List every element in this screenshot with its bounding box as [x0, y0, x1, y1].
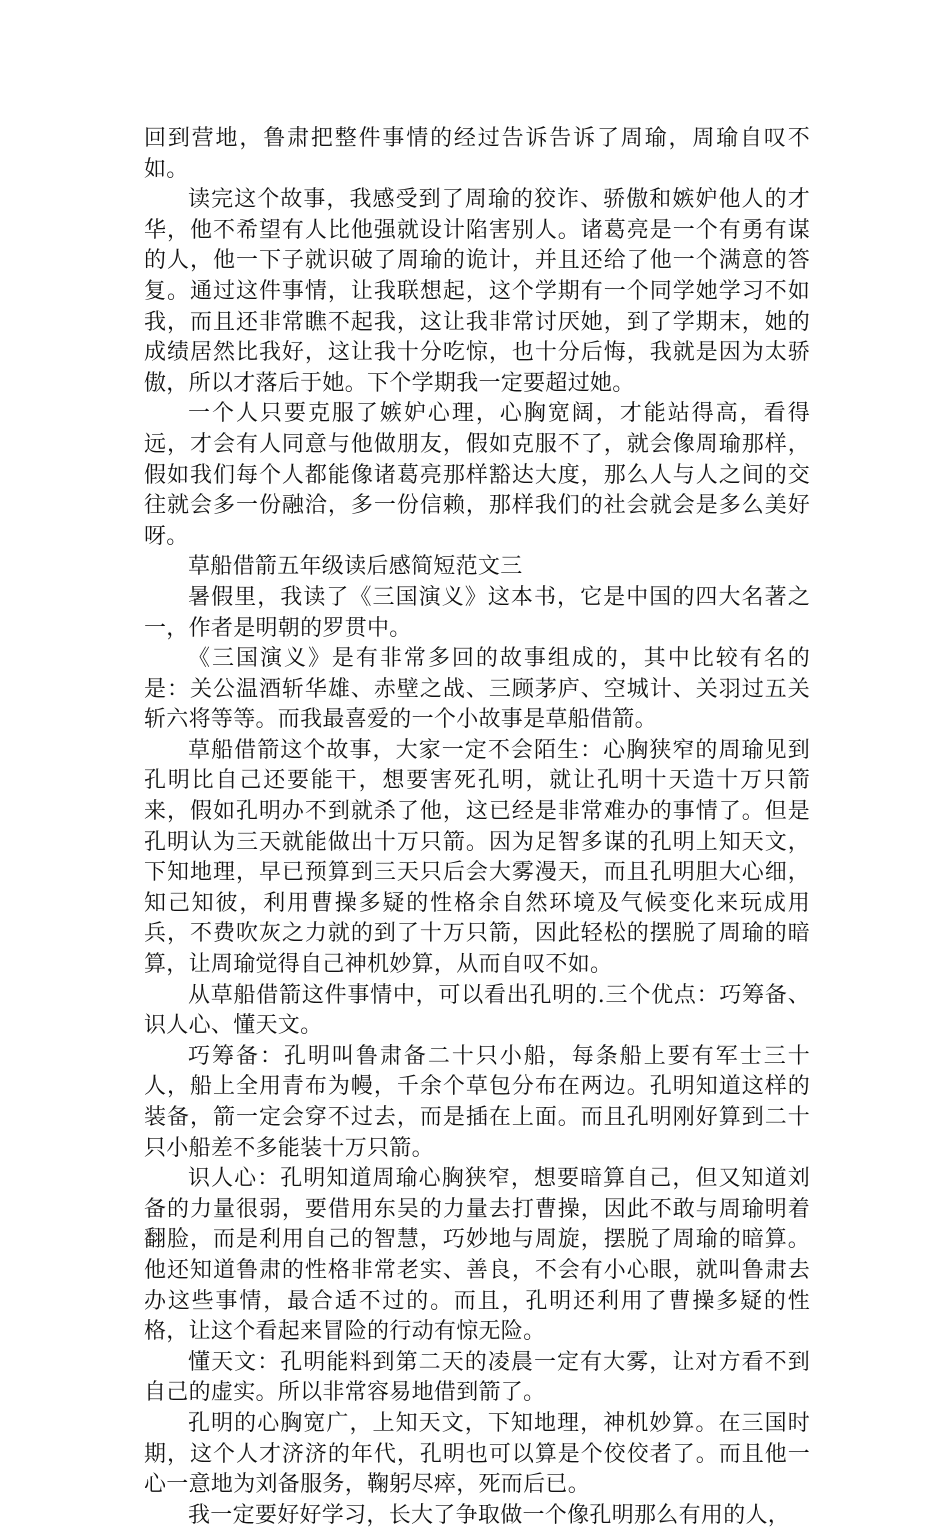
paragraph-5: 《三国演义》是有非常多回的故事组成的，其中比较有名的是：关公温酒斩华雄、赤壁之战、三顾茅庐、空城计、关羽过五关斩六将等等。而我最喜爱的一个小故事是草船借箭。	[144, 646, 810, 733]
paragraph-4: 暑假里，我读了《三国演义》这本书，它是中国的四大名著之一，作者是明朝的罗贯中。	[144, 584, 810, 641]
paragraph-7: 从草船借箭这件事情中，可以看出孔明的.三个优点：巧筹备、识人心、懂天文。	[144, 982, 810, 1039]
paragraph-2: 读完这个故事，我感受到了周瑜的狡诈、骄傲和嫉妒他人的才华，他不希望有人比他强就设计陷害别人。诸葛亮是一个有勇有谋的人，他一下子就识破了周瑜的诡计，并且还给了他一个满意的答复。通过这件事情，让我联想起，这个学期有一个同学她学习不如我，而且还非常瞧不起我，这让我非常讨厌她，到了学期末，她的成绩居然比我好，这让我十分吃惊，也十分后悔，我就是因为太骄傲，所以才落后于她。下个学期我一定要超过她。	[144, 187, 810, 396]
paragraph-6: 草船借箭这个故事，大家一定不会陌生：心胸狭窄的周瑜见到孔明比自己还要能干，想要害死孔明，就让孔明十天造十万只箭来，假如孔明办不到就杀了他，这已经是非常难办的事情了。但是孔明认为三天就能做出十万只箭。因为足智多谋的孔明上知天文，下知地理，早已预算到三天只后会大雾漫天，而且孔明胆大心细，知己知彼，利用曹操多疑的性格余自然环境及气候变化来玩成用兵，不费吹灰之力就的到了十万只箭，因此轻松的摆脱了周瑜的暗算，让周瑜觉得自己神机妙算，从而自叹不如。	[144, 737, 810, 978]
paragraph-1: 回到营地，鲁肃把整件事情的经过告诉告诉了周瑜，周瑜自叹不如。	[144, 126, 810, 182]
document-body	[144, 124, 810, 1531]
section-heading: 草船借箭五年级读后感简短范文三	[188, 554, 523, 580]
paragraph-3: 一个人只要克服了嫉妒心理，心胸宽阔，才能站得高，看得远，才会有人同意与他做朋友，假如克服不了，就会像周瑜那样，假如我们每个人都能像诸葛亮那样豁达大度，那么人与人之间的交往就会多一份融洽，多一份信赖，那样我们的社会就会是多么美好呀。	[144, 401, 810, 549]
paragraph-10: 懂天文：孔明能料到第二天的凌晨一定有大雾，让对方看不到自己的虚实。所以非常容易地借到箭了。	[144, 1349, 810, 1406]
paragraph-8: 巧筹备：孔明叫鲁肃备二十只小船，每条船上要有军士三十人，船上全用青布为幔，千余个草包分布在两边。孔明知道这样的装备，箭一定会穿不过去，而是插在上面。而且孔明刚好算到二十只小船差不多能装十万只箭。	[144, 1043, 810, 1161]
paragraph-9: 识人心：孔明知道周瑜心胸狭窄，想要暗算自己，但又知道刘备的力量很弱，要借用东吴的力量去打曹操，因此不敢与周瑜明着翻脸，而是利用自己的智慧，巧妙地与周旋，摆脱了周瑜的暗算。他还知道鲁肃的性格非常老实、善良，不会有小心眼，就叫鲁肃去办这些事情，最合适不过的。而且，孔明还利用了曹操多疑的性格，让这个看起来冒险的行动有惊无险。	[144, 1166, 810, 1345]
paragraph-12: 我一定要好好学习，长大了争取做一个像孔明那么有用的人，	[188, 1502, 791, 1528]
paragraph-11: 孔明的心胸宽广，上知天文，下知地理，神机妙算。在三国时期，这个人才济济的年代，孔明也可以算是个佼佼者了。而且他一心一意地为刘备服务，鞠躬尽瘁，死而后已。	[144, 1410, 810, 1498]
